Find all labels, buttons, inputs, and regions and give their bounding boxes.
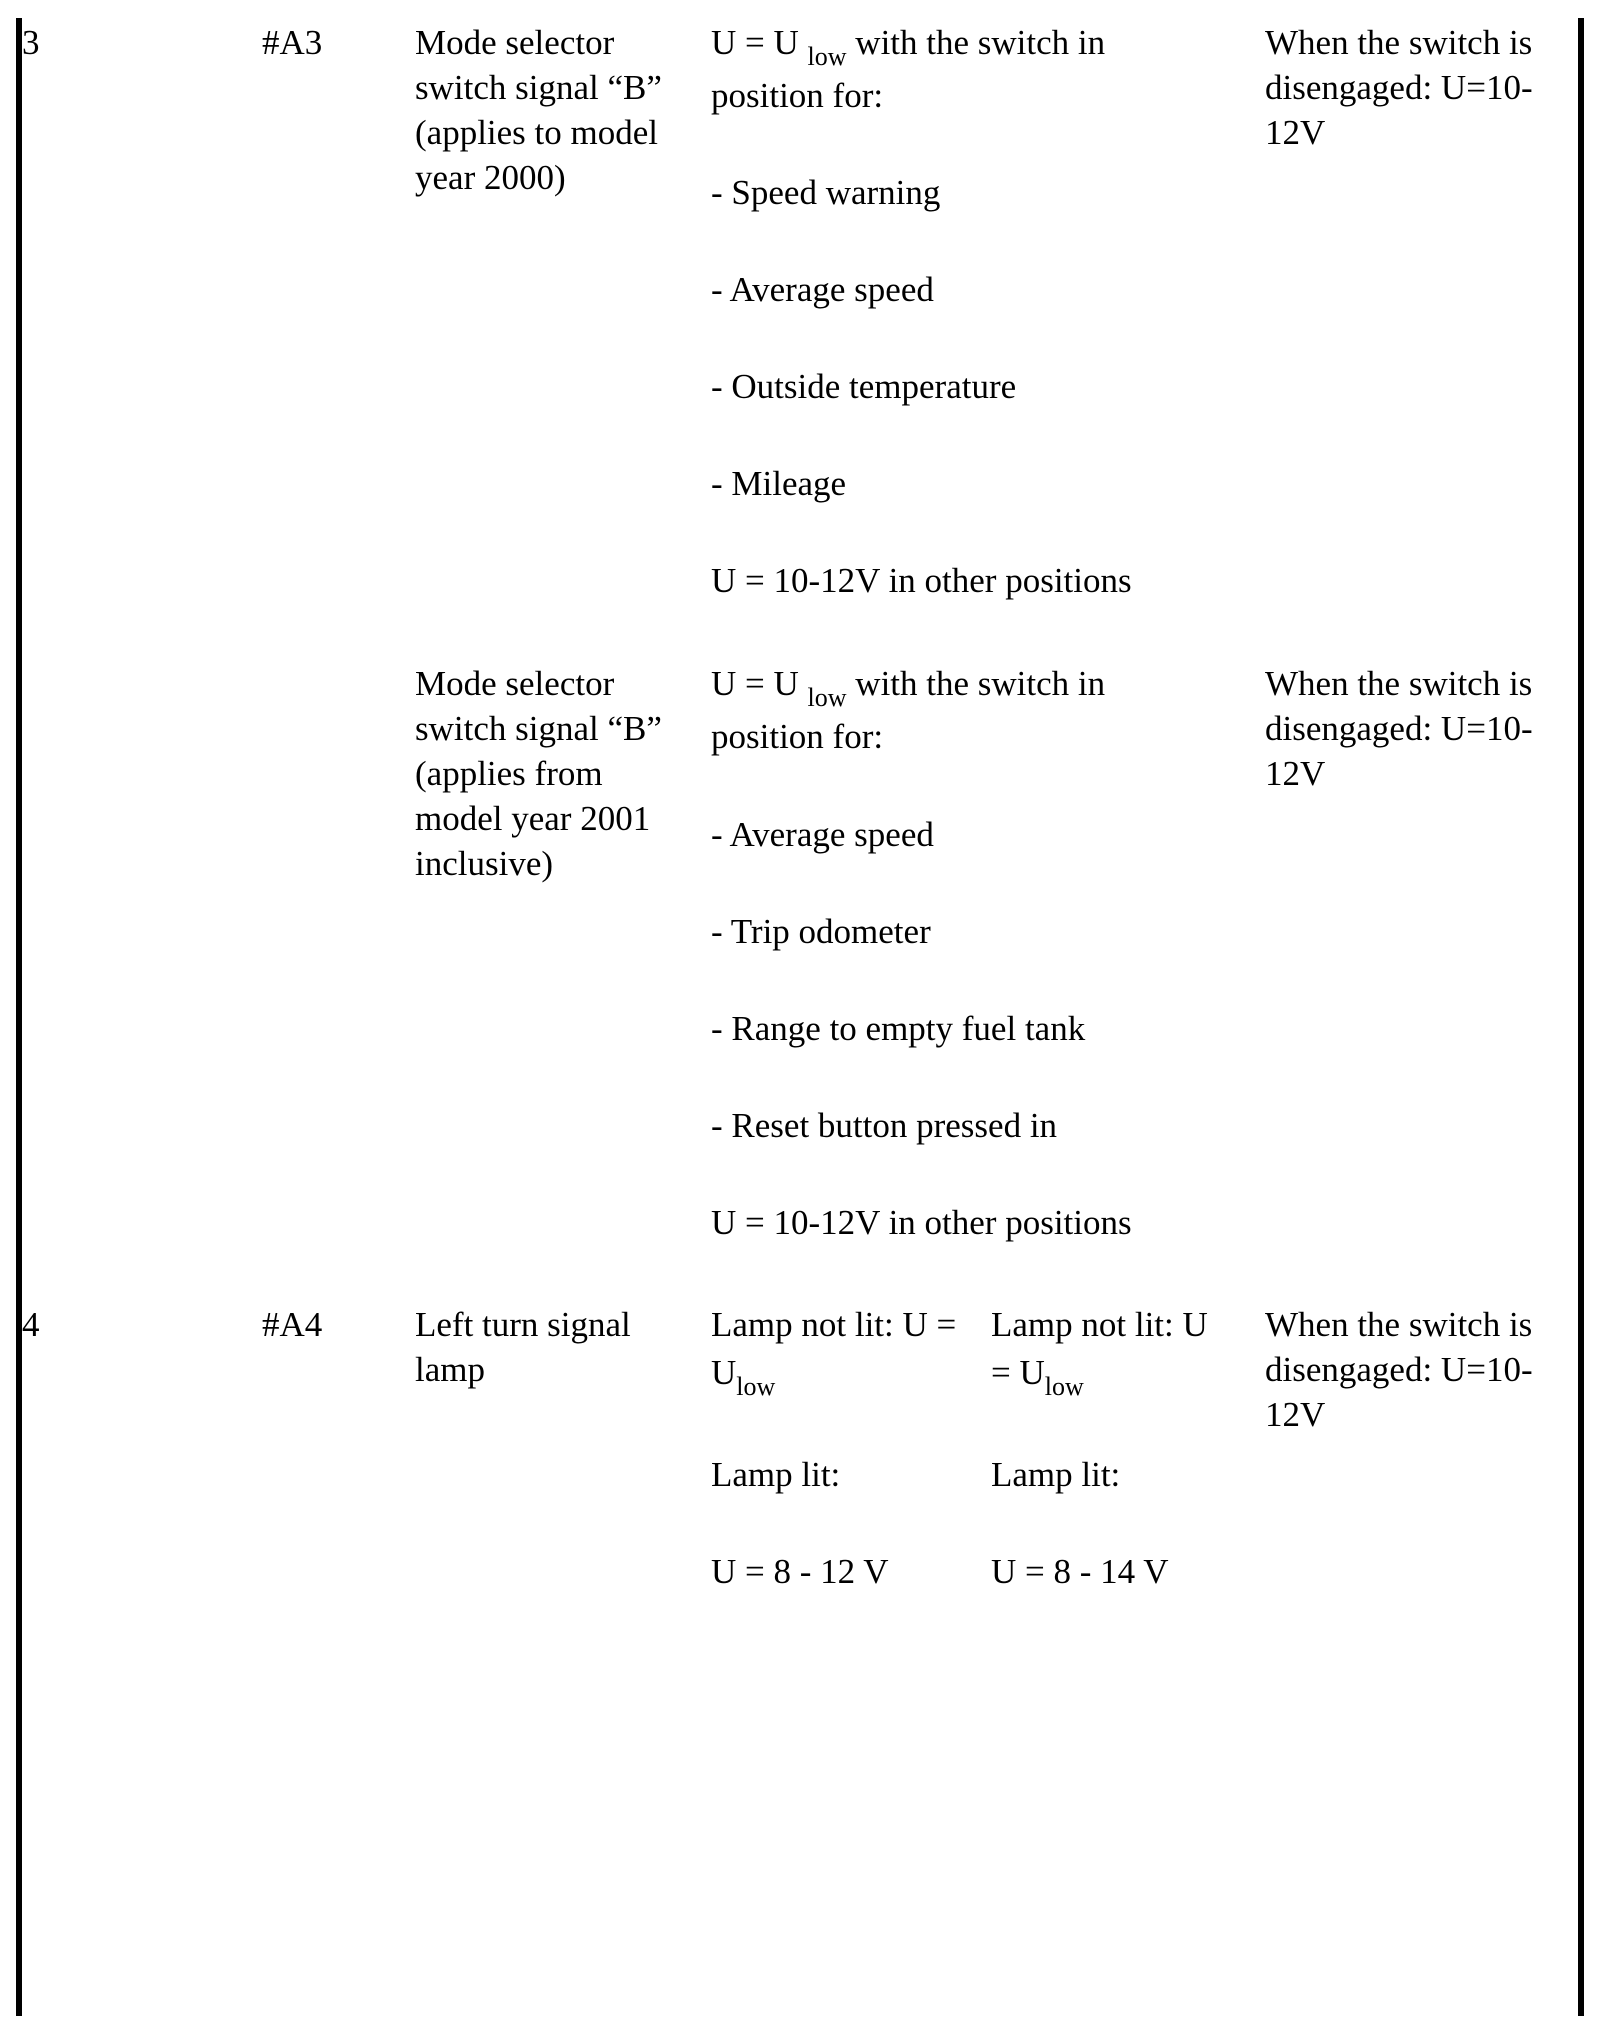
signal-description xyxy=(415,20,662,200)
lamp-lit-range: U = 8 - 14 V xyxy=(991,1552,1169,1591)
note-line: 12V xyxy=(1265,113,1326,152)
lamp-lit-label: Lamp lit: xyxy=(991,1455,1121,1494)
description-line: switch signal “B” xyxy=(415,68,662,107)
note-line: 12V xyxy=(1265,754,1326,793)
switch-note xyxy=(1265,661,1533,796)
switch-note xyxy=(1265,20,1533,155)
description-line: lamp xyxy=(415,1350,485,1389)
signal-code: #A3 xyxy=(262,23,323,62)
lamp-not-lit-label: Lamp not lit: U = xyxy=(711,1305,957,1344)
condition-item: - Average speed xyxy=(711,270,934,309)
description-line: model year 2001 xyxy=(415,799,651,838)
description-line: Mode selector xyxy=(415,23,615,62)
signal-description xyxy=(415,1302,631,1392)
description-line: Mode selector xyxy=(415,664,615,703)
condition-lead: U = U $_{low}$ with the switch in xyxy=(711,664,1106,712)
description-line: (applies from xyxy=(415,754,603,793)
table-left-border xyxy=(16,18,22,2016)
table-right-border xyxy=(1578,18,1584,2016)
condition-lead: U = U $_{low}$ with the switch in xyxy=(711,23,1106,71)
condition-item: - Reset button pressed in xyxy=(711,1106,1058,1145)
lamp-not-lit-value: = $U_{low}$ xyxy=(991,1353,1084,1401)
lamp-not-lit-value: $U_{low}$ xyxy=(711,1353,776,1401)
description-line: (applies to model xyxy=(415,113,659,152)
condition-item: - Mileage xyxy=(711,464,847,503)
condition-other: U = 10-12V in other positions xyxy=(711,561,1132,600)
condition-item: - Trip odometer xyxy=(711,912,931,951)
description-line: year 2000) xyxy=(415,158,566,197)
signal-description xyxy=(415,661,662,886)
switch-note xyxy=(1265,1302,1533,1437)
pin-number: 4 xyxy=(22,1305,40,1344)
note-line: disengaged: U=10- xyxy=(1265,68,1533,107)
note-line: disengaged: U=10- xyxy=(1265,1350,1533,1389)
condition-lead-line2: position for: xyxy=(711,717,884,756)
pin-number: 3 xyxy=(22,23,40,62)
note-line: 12V xyxy=(1265,1395,1326,1434)
lamp-lit-range: U = 8 - 12 V xyxy=(711,1552,889,1591)
description-line: switch signal “B” xyxy=(415,709,662,748)
note-line: When the switch is xyxy=(1265,1305,1533,1344)
signal-code: #A4 xyxy=(262,1305,323,1344)
condition-lead-line2: position for: xyxy=(711,76,884,115)
note-line: disengaged: U=10- xyxy=(1265,709,1533,748)
condition-item: - Speed warning xyxy=(711,173,941,212)
condition-item: - Range to empty fuel tank xyxy=(711,1009,1086,1048)
lamp-not-lit-label: Lamp not lit: U xyxy=(991,1305,1208,1344)
condition-item: - Outside temperature xyxy=(711,367,1017,406)
condition-item: - Average speed xyxy=(711,815,934,854)
description-line: Left turn signal xyxy=(415,1305,631,1344)
description-line: inclusive) xyxy=(415,844,554,883)
condition-other: U = 10-12V in other positions xyxy=(711,1203,1132,1242)
lamp-lit-label: Lamp lit: xyxy=(711,1455,841,1494)
note-line: When the switch is xyxy=(1265,664,1533,703)
note-line: When the switch is xyxy=(1265,23,1533,62)
